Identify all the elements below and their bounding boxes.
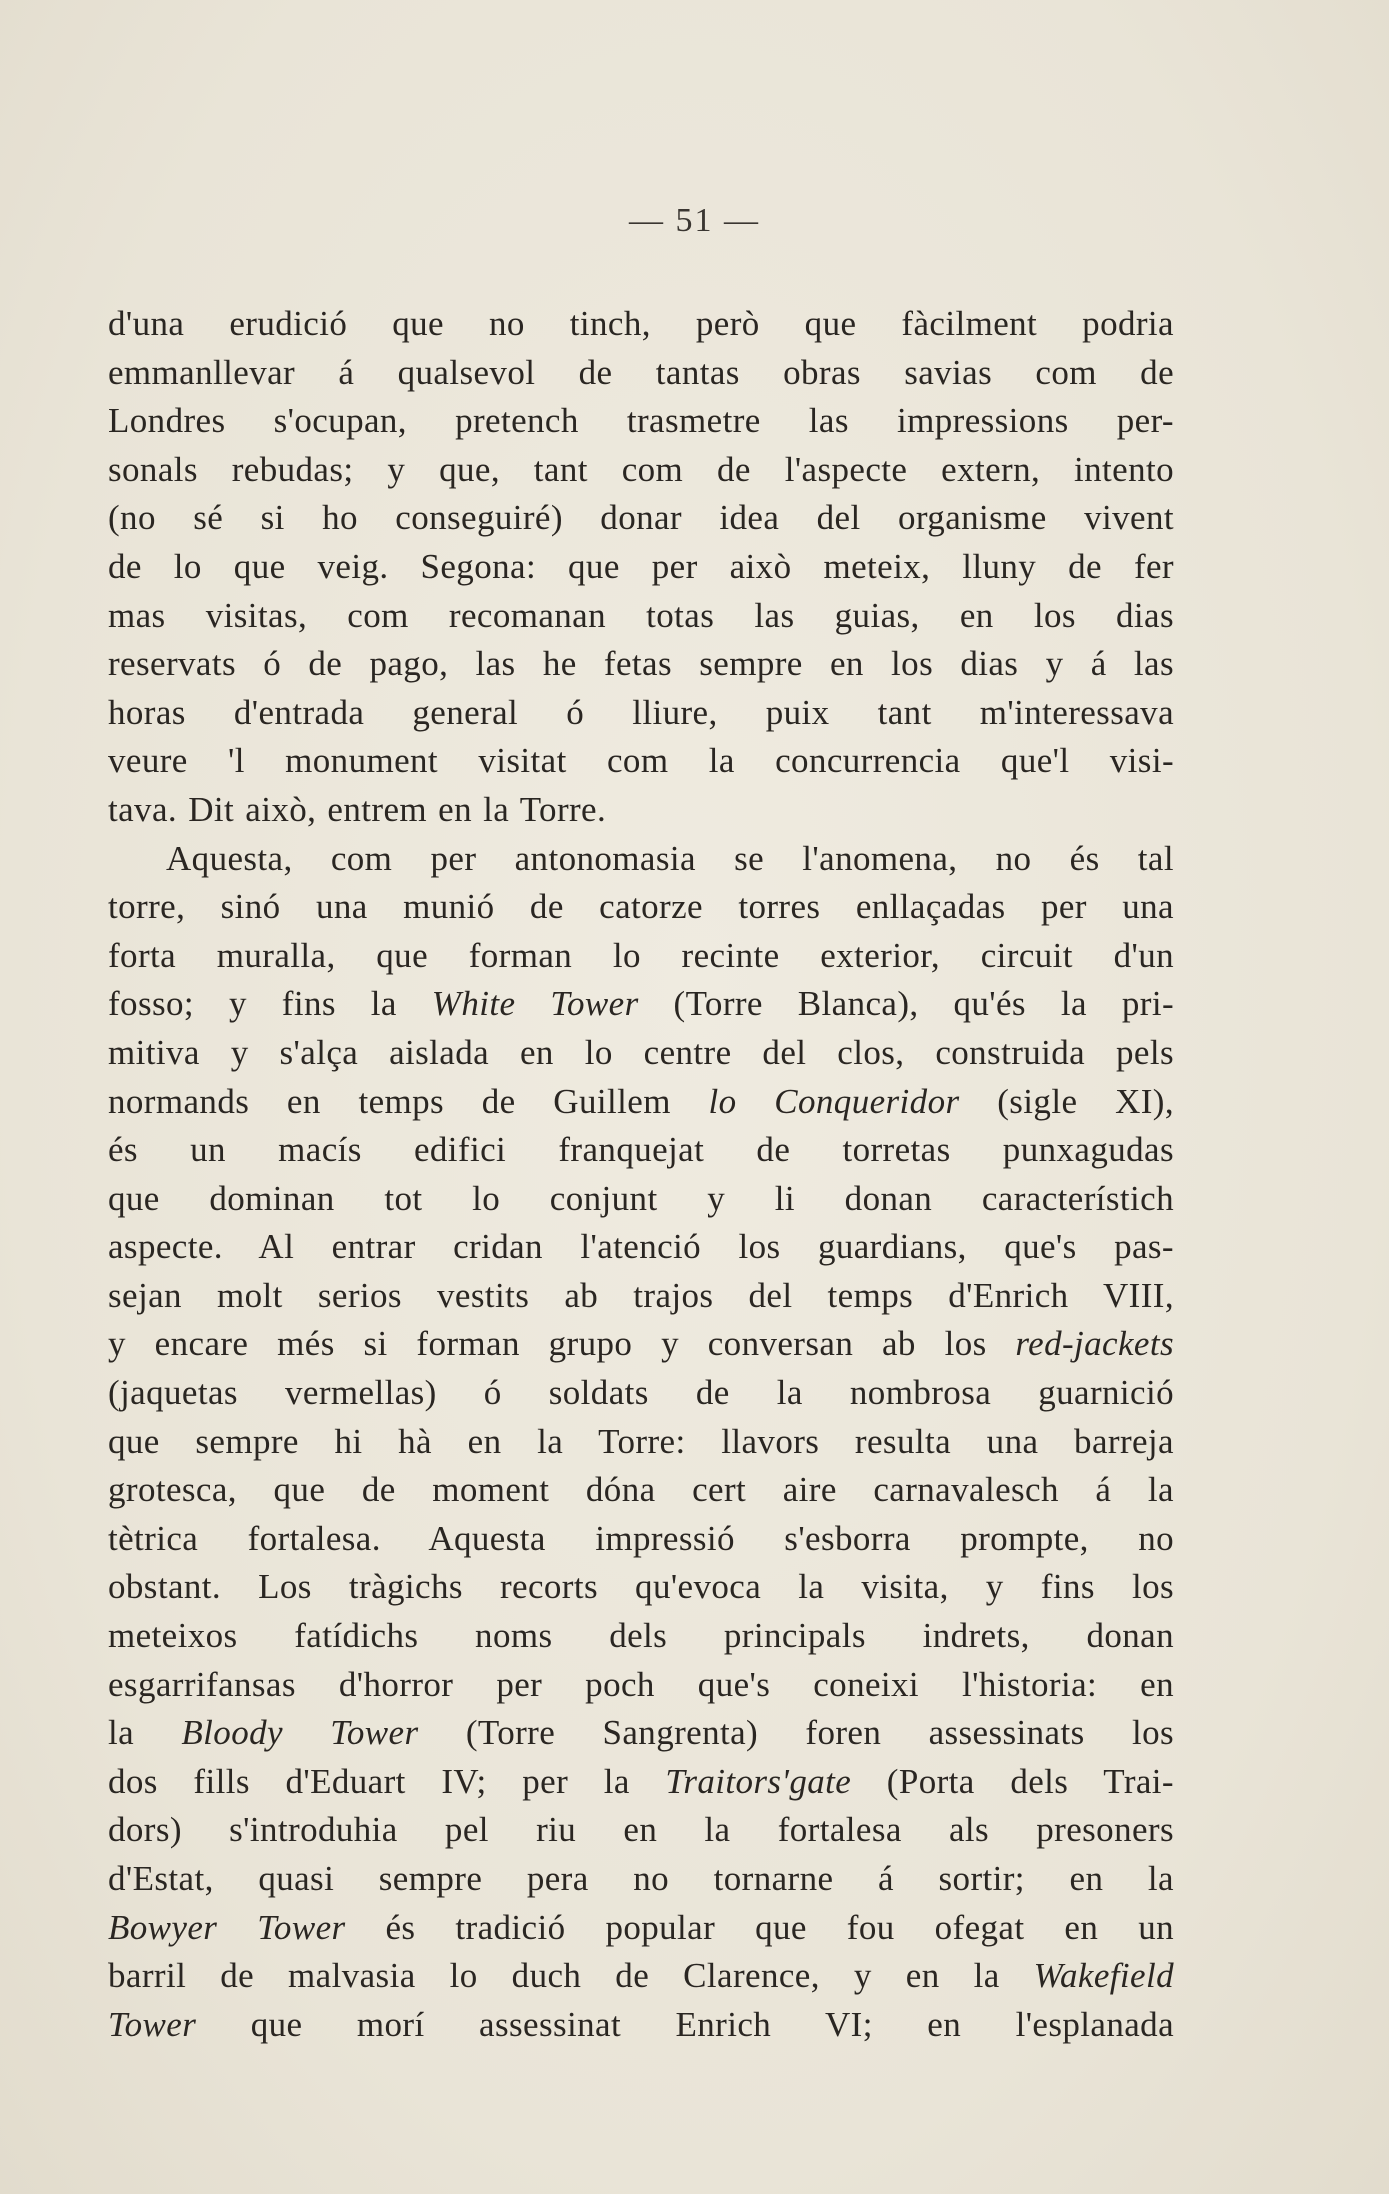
text-line xyxy=(108,1272,1174,1321)
text-line xyxy=(108,640,1174,689)
text-line xyxy=(108,2001,1174,2050)
page-number: — 51 — xyxy=(629,202,760,239)
text-segment: tètrica fortalesa. Aquesta impressió s'esborra prompte, no xyxy=(108,1518,1174,1558)
italic-text: Traitors'gate xyxy=(665,1761,852,1801)
text-segment: forta muralla, que forman lo recinte exterior, circuit d'un xyxy=(108,935,1174,975)
body-text xyxy=(108,300,1174,2049)
text-segment: (Porta dels Trai- xyxy=(851,1761,1174,1801)
text-segment: mas visitas, com recomanan totas las guias, en los dias xyxy=(108,595,1174,635)
text-line xyxy=(108,1369,1174,1418)
text-segment: sejan molt serios vestits ab trajos del temps d'Enrich VIII, xyxy=(108,1275,1174,1315)
text-line xyxy=(108,592,1174,641)
text-segment: Aquesta, com per antonomasia se l'anomena, no és tal xyxy=(166,838,1174,878)
text-line xyxy=(108,1855,1174,1904)
text-line xyxy=(108,689,1174,738)
text-line xyxy=(108,446,1174,495)
text-segment: fosso; y fins la xyxy=(108,984,432,1024)
text-line xyxy=(108,835,1174,884)
text-line xyxy=(108,1029,1174,1078)
text-segment: (no sé si ho conseguiré) donar idea del organisme vivent xyxy=(108,498,1174,538)
text-segment: de lo que veig. Segona: que per això meteix, lluny de fer xyxy=(108,546,1174,586)
text-line xyxy=(108,1515,1174,1564)
text-segment: emmanllevar á qualsevol de tantas obras savias com de xyxy=(108,352,1174,392)
text-line xyxy=(108,1612,1174,1661)
text-segment: mitiva y s'alça aislada en lo centre del clos, construida pels xyxy=(108,1032,1174,1072)
italic-text: red-jackets xyxy=(1015,1324,1174,1364)
text-segment: tava. Dit això, entrem en la Torre. xyxy=(108,789,607,829)
text-segment: Londres s'ocupan, pretench trasmetre las impressions per- xyxy=(108,401,1174,441)
text-segment: esgarrifansas d'horror per poch que's coneixi l'historia: en xyxy=(108,1664,1174,1704)
text-segment: barril de malvasia lo duch de Clarence, y en la xyxy=(108,1956,1034,1996)
text-line xyxy=(108,737,1174,786)
text-line xyxy=(108,1758,1174,1807)
text-segment: meteixos fatídichs noms dels principals indrets, donan xyxy=(108,1616,1174,1656)
text-segment: (sigle XI), xyxy=(959,1081,1175,1121)
text-segment: grotesca, que de moment dóna cert aire carnavalesch á la xyxy=(108,1470,1174,1510)
text-line xyxy=(108,1175,1174,1224)
text-segment: és tradició popular que fou ofegat en un xyxy=(345,1907,1175,1947)
text-line xyxy=(108,786,1174,835)
text-line xyxy=(108,1418,1174,1467)
text-line xyxy=(108,300,1174,349)
text-line xyxy=(108,1563,1174,1612)
text-segment: dos fills d'Eduart IV; per la xyxy=(108,1761,666,1801)
text-line xyxy=(108,1126,1174,1175)
text-line xyxy=(108,1806,1174,1855)
text-line xyxy=(108,932,1174,981)
text-segment: reservats ó de pago, las he fetas sempre en los dias y á las xyxy=(108,644,1174,684)
text-segment: veure 'l monument visitat com la concurrencia que'l visi- xyxy=(108,741,1174,781)
text-line xyxy=(108,980,1174,1029)
text-line xyxy=(108,494,1174,543)
text-segment: (Torre Blanca), qu'és la pri- xyxy=(638,984,1174,1024)
text-segment: sonals rebudas; y que, tant com de l'aspecte extern, intento xyxy=(108,449,1174,489)
italic-text: Wakefield xyxy=(1033,1956,1174,1996)
text-line xyxy=(108,397,1174,446)
text-segment: dors) s'introduhia pel riu en la fortalesa als presoners xyxy=(108,1810,1174,1850)
italic-text: lo Conqueridor xyxy=(708,1081,960,1121)
text-line xyxy=(108,1952,1174,2001)
text-segment: y encare més si forman grupo y conversan ab los xyxy=(108,1324,1016,1364)
text-line xyxy=(108,1904,1174,1953)
text-segment: que sempre hi hà en la Torre: llavors resulta una barreja xyxy=(108,1421,1174,1461)
text-line xyxy=(108,543,1174,592)
text-line xyxy=(108,1661,1174,1710)
text-line xyxy=(108,883,1174,932)
text-segment: normands en temps de Guillem xyxy=(108,1081,709,1121)
text-segment: (jaquetas vermellas) ó soldats de la nombrosa guarnició xyxy=(108,1373,1174,1413)
text-segment: horas d'entrada general ó lliure, puix tant m'interessava xyxy=(108,692,1174,732)
text-segment: que dominan tot lo conjunt y li donan característich xyxy=(108,1178,1174,1218)
text-segment: aspecte. Al entrar cridan l'atenció los guardians, que's pas- xyxy=(108,1227,1174,1267)
text-line xyxy=(108,1078,1174,1127)
text-segment: d'Estat, quasi sempre pera no tornarne á sortir; en la xyxy=(108,1859,1174,1898)
text-line xyxy=(108,1709,1174,1758)
text-segment: és un macís edifici franquejat de torretas punxagudas xyxy=(108,1130,1174,1170)
text-line xyxy=(108,1223,1174,1272)
text-line xyxy=(108,349,1174,398)
text-segment: que morí assessinat Enrich VI; en l'esplanada xyxy=(196,2004,1174,2044)
text-line xyxy=(108,1466,1174,1515)
text-segment: obstant. Los tràgichs recorts qu'evoca la visita, y fins los xyxy=(108,1567,1174,1607)
text-segment: (Torre Sangrenta) foren assessinats los xyxy=(418,1713,1174,1753)
italic-text: Bloody Tower xyxy=(181,1713,419,1753)
italic-text: Bowyer Tower xyxy=(108,1907,346,1947)
italic-text: White Tower xyxy=(431,984,639,1024)
text-segment: d'una erudició que no tinch, però que fàcilment podria xyxy=(108,304,1174,343)
text-segment: la xyxy=(108,1713,182,1753)
text-line xyxy=(108,1320,1174,1369)
text-segment: torre, sinó una munió de catorze torres enllaçadas per una xyxy=(108,887,1174,927)
italic-text: Tower xyxy=(108,2004,197,2044)
